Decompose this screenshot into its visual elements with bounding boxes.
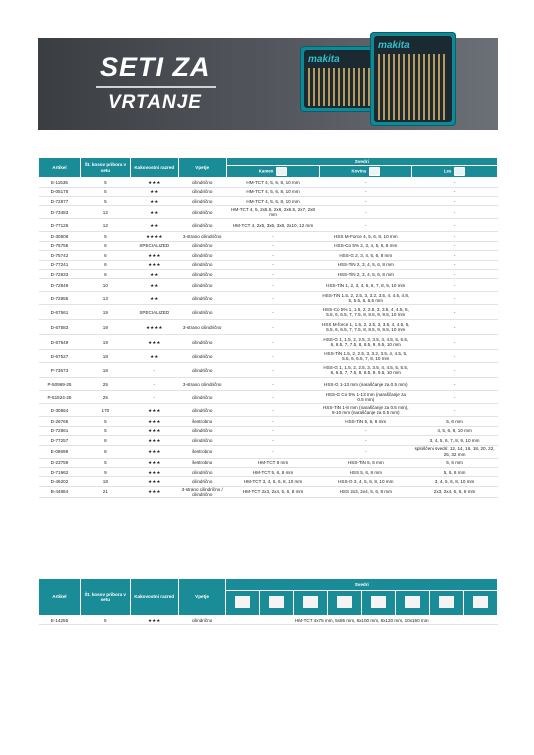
cell-vpetje: cilindrično (178, 279, 226, 292)
cell-artikel: D-75758 (39, 241, 81, 250)
cell-kamen: HM-TCT 4, 5, 6, 8, 10 mm (226, 197, 320, 206)
cell-artikel: E-11536 (39, 178, 81, 187)
cell-les: - (412, 270, 498, 279)
cell-kamen: - (226, 335, 320, 350)
cell-kovina: HSS M-Force 4, 5, 6, 8, 10 mm (320, 232, 412, 241)
cell-kamen: - (226, 241, 320, 250)
cell-kakovostni: ★★★ (130, 260, 178, 269)
cell-kovina: - (320, 426, 412, 435)
cell-st-kosov: 6 (80, 241, 130, 250)
cell-les: - (412, 391, 498, 404)
cell-kakovostni: ★★ (130, 206, 178, 219)
cell-les: - (412, 335, 498, 350)
cell-kakovostni: ★★★ (130, 426, 178, 435)
table-row (39, 391, 498, 404)
col-artikel: Artikel (39, 158, 81, 178)
t2-col-svedri: Svedri (226, 579, 498, 591)
table-row (39, 206, 498, 219)
cell-st-kosov: 19 (80, 320, 130, 335)
cell-artikel: E-08698 (39, 445, 81, 458)
t2-icon-cell-8 (463, 590, 497, 615)
cell-artikel: B-44884 (39, 486, 81, 498)
cell-les: 5, 6 mm (412, 458, 498, 467)
cell-kamen: - (226, 260, 320, 269)
cell-vpetje: cilindrično (178, 363, 226, 378)
cell-les: - (412, 378, 498, 391)
cell-les: 4, 5, 6, 8, 10 mm (412, 426, 498, 435)
cell-kakovostni: SPECIALIZED (130, 241, 178, 250)
cell-kovina: HSS M-force 1, 1.5, 2, 2.5, 3, 3.5, 4, 4.5, 5, 5.5, 6, 6.5, 7, 7.5, 8, 8.5, 9, 9.5, 10 mm (320, 320, 412, 335)
cell-kakovostni: ★★★ (130, 335, 178, 350)
t2-icon-cell-1 (226, 590, 260, 615)
brand-logo: makita (308, 54, 340, 65)
cell-kamen: HM-TCT 5, 6, 8 mm (226, 467, 320, 476)
table-row (39, 467, 498, 476)
cell-artikel: P-50969-25 (39, 378, 81, 391)
concrete-icon (370, 595, 387, 609)
cell-kamen: HM-TCT 3, 4, 5, 6, 8, 10 mm (226, 477, 320, 486)
cell-st-kosov: 9 (80, 467, 130, 476)
cell-kovina: - (320, 436, 412, 445)
cell-vpetje: šestrobno (178, 458, 226, 467)
col-kovina (320, 166, 412, 178)
cell-kamen: - (226, 436, 320, 445)
cell-artikel: D-72877 (39, 197, 81, 206)
col-kakovostni: Kakovostni razred (130, 158, 178, 178)
cell-kovina: HSS 2x3, 2x4, 5, 6, 8 mm (320, 486, 412, 498)
cell-kamen: - (226, 232, 320, 241)
cell-kamen: - (226, 320, 320, 335)
cell-artikel: D-72861 (39, 426, 81, 435)
cell-artikel: D-30564 (39, 404, 81, 417)
cell-kamen: - (226, 391, 320, 404)
col-svedri: Svedri (226, 158, 497, 166)
cell-les: - (412, 350, 498, 363)
t2-col-artikel: Artikel (39, 579, 81, 616)
cell-kakovostni: ★★★ (130, 417, 178, 426)
table-row (39, 363, 498, 378)
cell-artikel: D-26766 (39, 417, 81, 426)
cell-st-kosov: 6 (80, 270, 130, 279)
table-row (39, 187, 498, 196)
cell-artikel: E-14255 (39, 616, 81, 625)
stone-icon (276, 167, 287, 176)
cell-les: sploščeni svedri: 12, 14, 16, 18, 20, 22, 25, 32 mm (412, 445, 498, 458)
cell-kamen: - (226, 292, 320, 305)
cell-vpetje: cilindrično (178, 436, 226, 445)
brand-logo-2: makita (378, 40, 410, 51)
table-row (39, 251, 498, 260)
table-row (39, 417, 498, 426)
cell-kamen: - (226, 417, 320, 426)
cell-st-kosov: 18 (80, 363, 130, 378)
cell-kamen: - (226, 426, 320, 435)
cell-artikel: D-77126 (39, 219, 81, 232)
drill-sets-table (38, 157, 498, 498)
cell-les: - (412, 279, 498, 292)
cell-st-kosov: 18 (80, 350, 130, 363)
cell-kovina: HSS-G 2, 3, 4, 5, 6, 8 mm (320, 251, 412, 260)
cell-kakovostni: - (130, 378, 178, 391)
cell-kakovostni: ★★ (130, 292, 178, 305)
cell-kamen: - (226, 270, 320, 279)
cell-kovina: HSS-G 1, 1.5, 2, 2.5, 3, 3.5, 4, 4.5, 5, 5.5, 6, 6.5, 7, 7.5, 8, 8.5, 9, 9.5, 10 mm (320, 363, 412, 378)
cell-st-kosov: 6 (80, 251, 130, 260)
cell-kovina: - (320, 197, 412, 206)
cell-les: - (412, 260, 498, 269)
header-banner (38, 38, 498, 130)
cell-vpetje: cilindrično (178, 391, 226, 404)
cell-artikel: D-73483 (39, 206, 81, 219)
cell-st-kosov: 12 (80, 206, 130, 219)
cell-les: - (412, 363, 498, 378)
t2-icon-cell-5 (362, 590, 396, 615)
col-kovina-label: Kovina (351, 168, 367, 174)
cell-les: - (412, 292, 498, 305)
cell-st-kosov: 25 (80, 378, 130, 391)
cell-st-kosov: 5 (80, 458, 130, 467)
cell-vpetje: 3-strano cilindrično (178, 320, 226, 335)
cell-svedri: HM-TCT 4x75 mm, 5x85 mm, 6x100 mm, 8x120 mm, 10x150 mm (226, 616, 498, 625)
brick-icon (302, 595, 319, 609)
cell-vpetje: cilindrično (178, 305, 226, 320)
cell-st-kosov: 5 (80, 417, 130, 426)
table-row (39, 436, 498, 445)
cell-vpetje: cilindrično (178, 260, 226, 269)
cell-vpetje: cilindrično (178, 335, 226, 350)
cell-vpetje: cilindrično (178, 187, 226, 196)
cell-st-kosov: 8 (80, 436, 130, 445)
cell-les: - (412, 232, 498, 241)
cell-artikel: D-46202 (39, 477, 81, 486)
cell-kovina: HSS-TiN 5, 6 mm (320, 458, 412, 467)
col-kamen (226, 166, 320, 178)
cell-vpetje: cilindrično (178, 219, 226, 232)
cell-les: - (412, 178, 498, 187)
cell-vpetje: 3-strano cilindrično (178, 232, 226, 241)
cell-st-kosov: 170 (80, 404, 130, 417)
cell-kovina: - (320, 187, 412, 196)
cell-artikel: D-30508 (39, 232, 81, 241)
cell-kakovostni: ★★★ (130, 486, 178, 498)
cell-les: 5, 6, 8 mm (412, 467, 498, 476)
cell-vpetje: cilindrično (178, 197, 226, 206)
table-row (39, 241, 498, 250)
cell-artikel: D-67561 (39, 305, 81, 320)
cell-kamen: - (226, 251, 320, 260)
cell-vpetje: 3-strano cilindrično / cilindrično (178, 486, 226, 498)
cell-vpetje: cilindrično (178, 616, 226, 625)
cell-artikel: D-77241 (39, 260, 81, 269)
table-row (39, 335, 498, 350)
cell-kakovostni: ★★★ (130, 178, 178, 187)
cell-kakovostni: ★★ (130, 197, 178, 206)
cell-vpetje: cilindrično (178, 426, 226, 435)
cell-kakovostni: ★★★ (130, 467, 178, 476)
cell-les: - (412, 187, 498, 196)
cell-kamen: - (226, 378, 320, 391)
cell-kovina: HSS-Co 5% 1, 1.5, 2, 2.5, 3, 3.5, 4, 4.5, 5, 5.5, 6, 6.5, 7, 7.5, 8, 8.5, 9, 9.5, 10 mm (320, 305, 412, 320)
cell-kakovostni: ★★ (130, 350, 178, 363)
cell-kakovostni: ★★ (130, 279, 178, 292)
cell-st-kosov: 5 (80, 426, 130, 435)
table-row (39, 320, 498, 335)
table-row (39, 426, 498, 435)
cell-vpetje: cilindrično (178, 178, 226, 187)
cell-artikel: D-77257 (39, 436, 81, 445)
table-row (39, 260, 498, 269)
cell-kamen: - (226, 404, 320, 417)
cell-kakovostni: SPECIALIZED (130, 305, 178, 320)
t2-icon-cell-6 (396, 590, 430, 615)
cell-kakovostni: ★★ (130, 219, 178, 232)
cell-st-kosov: 18 (80, 477, 130, 486)
stone-icon (336, 595, 353, 609)
cell-kakovostni: ★★★ (130, 477, 178, 486)
cell-les: 5, 6 mm (412, 417, 498, 426)
cell-kovina: HSS-TiN 1.5, 2, 2.5, 3, 3.2, 3.5, 4, 4.5, 5, 5.5, 6, 6.5, 7, 8, 10 mm (320, 350, 412, 363)
cell-kakovostni: ★★★ (130, 616, 178, 625)
t2-col-vpetje: Vpetje (178, 579, 226, 616)
cell-les: - (412, 251, 498, 260)
cell-artikel: D-67549 (39, 335, 81, 350)
banner-title-line1: SETI ZA (100, 52, 211, 82)
cell-kovina: HSS-G 1-13 mm (naraščanje za 0.5 mm) (320, 378, 412, 391)
cell-les: - (412, 404, 498, 417)
cell-kamen: HM-TCT 4, 5, 6, 8, 10 mm (226, 178, 320, 187)
cell-les: - (412, 241, 498, 250)
cell-kovina: HSS-TiN 1-8 mm (naraščanje za 0.5 mm), 8-10 mm (naraščanje za 0.5 mm) (320, 404, 412, 417)
t2-icon-cell-7 (430, 590, 464, 615)
drill-set-table-2 (38, 578, 498, 625)
col-kamen-label: Kamen (258, 168, 274, 174)
table-row (39, 458, 498, 467)
cell-kovina: - (320, 206, 412, 219)
cell-les: 3, 4, 5, 6, 7, 8, 9, 10 mm (412, 436, 498, 445)
table-row (39, 305, 498, 320)
cell-st-kosov: 19 (80, 305, 130, 320)
cell-artikel: D-72855 (39, 292, 81, 305)
cell-kakovostni: ★★★★ (130, 232, 178, 241)
cell-vpetje: cilindrično (178, 270, 226, 279)
cell-kakovostni: ★★ (130, 270, 178, 279)
cell-kamen: - (226, 350, 320, 363)
table-row (39, 219, 498, 232)
table-row (39, 197, 498, 206)
table-row (39, 477, 498, 486)
cell-st-kosov: 6 (80, 260, 130, 269)
cell-les: - (412, 320, 498, 335)
t2-col-st-kosov: Št. kosov pribora v setu (80, 579, 130, 616)
cell-kovina: HSS-G 3, 4, 5, 6, 8, 10 mm (320, 477, 412, 486)
cell-kamen: HM-TCT 2x3, 2x4, 5, 6, 8 mm (226, 486, 320, 498)
table-row (39, 616, 498, 625)
col-les (412, 166, 498, 178)
cell-kamen: HM-TCT 8 mm (226, 458, 320, 467)
cell-kakovostni: ★★★ (130, 445, 178, 458)
cell-st-kosov: 5 (80, 616, 130, 625)
table-row (39, 178, 498, 187)
cell-kovina: HSS-TiN 1.5, 2, 2.5, 3, 3.2, 3.5, 4, 4.5, 4.8, 5, 5.5, 6, 6.5 mm (320, 292, 412, 305)
cell-kovina: HSS-TiN 1, 2, 3, 4, 5, 6, 7, 8, 9, 10 mm (320, 279, 412, 292)
table-row (39, 292, 498, 305)
cell-les: 2x3, 2x4, 5, 6, 8 mm (412, 486, 498, 498)
cell-kakovostni: ★★ (130, 187, 178, 196)
table-row (39, 279, 498, 292)
cell-kamen: HM-TCT 4, 5, 6, 8, 10 mm (226, 187, 320, 196)
cell-vpetje: cilindrično (178, 467, 226, 476)
cell-kovina: HSS-TiN 2, 3, 4, 5, 6, 8 mm (320, 260, 412, 269)
cell-artikel: D-05175 (39, 187, 81, 196)
cell-artikel: D-75742 (39, 251, 81, 260)
cell-kakovostni: ★★★ (130, 404, 178, 417)
table-row (39, 404, 498, 417)
table-row (39, 486, 498, 498)
banner-divider (96, 86, 216, 88)
col-les-label: Les (443, 168, 452, 174)
cell-artikel: D-67583 (39, 320, 81, 335)
cell-vpetje: cilindrično (178, 292, 226, 305)
cell-kovina: HSS-TiN 5, 6, 8 mm (320, 417, 412, 426)
cell-kakovostni: - (130, 391, 178, 404)
t2-icon-cell-2 (260, 590, 294, 615)
product-case-image-2 (370, 32, 456, 126)
cell-kamen: - (226, 363, 320, 378)
cell-artikel: P-73673 (39, 363, 81, 378)
cell-vpetje: cilindrično (178, 206, 226, 219)
cell-artikel: D-72849 (39, 279, 81, 292)
cell-st-kosov: 5 (80, 197, 130, 206)
cell-kovina: HSS-TiN 2, 3, 4, 5, 6, 8 mm (320, 270, 412, 279)
cell-les: - (412, 197, 498, 206)
cell-kamen: - (226, 445, 320, 458)
t2-col-kakovostni: Kakovostni razred (130, 579, 178, 616)
cell-vpetje: cilindrično (178, 241, 226, 250)
cell-vpetje: cilindrično (178, 477, 226, 486)
wood-icon (454, 167, 465, 176)
cell-kovina: HSS-G Co 5% 1-13 mm (naraščanje za 0.5 mm) (320, 391, 412, 404)
cell-st-kosov: 13 (80, 292, 130, 305)
cell-artikel: D-67527 (39, 350, 81, 363)
cell-st-kosov: 5 (80, 187, 130, 196)
cell-st-kosov: 12 (80, 219, 130, 232)
cell-artikel: P-51524-25 (39, 391, 81, 404)
cell-kamen: - (226, 305, 320, 320)
cell-kovina: - (320, 178, 412, 187)
cell-kovina: - (320, 219, 412, 232)
cell-st-kosov: 5 (80, 178, 130, 187)
cell-st-kosov: 10 (80, 279, 130, 292)
cell-les: - (412, 206, 498, 219)
cell-kovina: - (320, 445, 412, 458)
t2-icon-cell-3 (294, 590, 328, 615)
cell-kovina: HSS-G 1, 1.5, 2, 2.5, 3, 3.5, 4, 4.5, 5, 5.5, 6, 6.5, 7, 7.5, 8, 8.5, 9, 9.5, 10 mm (320, 335, 412, 350)
cell-artikel: D-23759 (39, 458, 81, 467)
cell-kamen: HM-TCT 4, 5, 2x5.5, 2x6, 2x6.5, 2x7, 2x8 mm (226, 206, 320, 219)
cell-kovina: HSS 5, 6, 8 mm (320, 467, 412, 476)
col-vpetje: Vpetje (178, 158, 226, 178)
cell-kovina: HSS-Co 5% 2, 3, 4, 5, 6, 8 mm (320, 241, 412, 250)
cell-vpetje: cilindrično (178, 404, 226, 417)
cell-artikel: D-72833 (39, 270, 81, 279)
col-st-kosov: Št. kosov pribora v setu (80, 158, 130, 178)
cell-vpetje: šestrobno (178, 445, 226, 458)
cell-artikel: D-71962 (39, 467, 81, 476)
cell-st-kosov: 25 (80, 391, 130, 404)
cell-kakovostni: - (130, 363, 178, 378)
glass-icon (268, 595, 285, 609)
cell-kamen: - (226, 279, 320, 292)
cell-vpetje: šestrobno (178, 417, 226, 426)
cell-st-kosov: 21 (80, 486, 130, 498)
tile-icon (234, 595, 251, 609)
banner-title-line2: VRTANJE (108, 92, 202, 113)
cell-kakovostni: ★★★★ (130, 320, 178, 335)
table-row (39, 378, 498, 391)
cell-st-kosov: 19 (80, 335, 130, 350)
cell-vpetje: cilindrično (178, 251, 226, 260)
cell-les: - (412, 305, 498, 320)
cell-kakovostni: ★★★ (130, 458, 178, 467)
plastic-icon (438, 595, 455, 609)
table-row (39, 350, 498, 363)
cell-vpetje: 3-strano cilindrično (178, 378, 226, 391)
cell-les: 3, 4, 5, 6, 8, 10 mm (412, 477, 498, 486)
table-row (39, 445, 498, 458)
metal-icon (472, 595, 489, 609)
table-row (39, 270, 498, 279)
cell-st-kosov: 5 (80, 232, 130, 241)
cell-vpetje: cilindrično (178, 350, 226, 363)
cell-st-kosov: 8 (80, 445, 130, 458)
cell-kakovostni: ★★★ (130, 251, 178, 260)
wood-icon (404, 595, 421, 609)
cell-kakovostni: ★★★ (130, 436, 178, 445)
cell-kamen: HM-TCT 4, 2x5, 3x6, 3x8, 2x10, 12 mm (226, 219, 320, 232)
t2-icon-cell-4 (328, 590, 362, 615)
table-row (39, 232, 498, 241)
cell-les: - (412, 219, 498, 232)
metal-icon (369, 167, 380, 176)
